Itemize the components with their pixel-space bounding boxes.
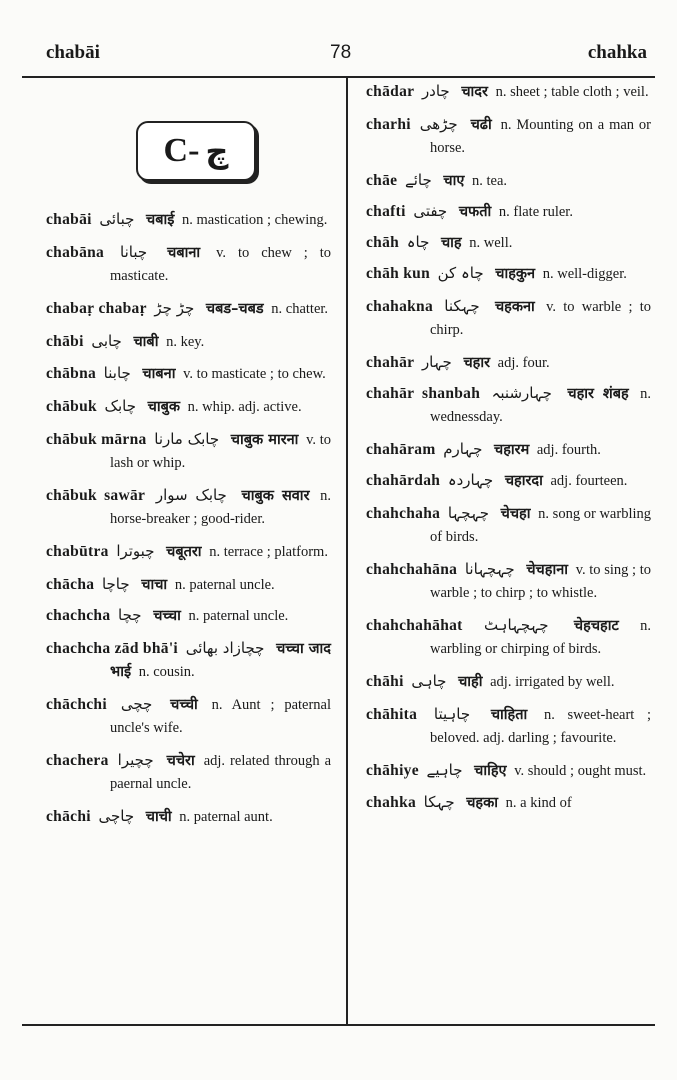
dictionary-entry	[46, 637, 331, 684]
entry-headword: chābuk	[46, 398, 97, 415]
entry-urdu-script: چائے	[404, 171, 432, 189]
entry-hindi-script: चाबना	[142, 366, 176, 382]
entry-definition: n. mastication ; chewing.	[182, 212, 328, 228]
page-header	[0, 0, 677, 80]
dictionary-entry	[366, 759, 651, 783]
entry-headword: chabūtra	[46, 543, 109, 560]
entry-hindi-script: चाबुक	[147, 399, 181, 415]
entry-definition: n. whip. adj. active.	[187, 399, 302, 415]
dictionary-entry	[46, 362, 331, 386]
left-column	[46, 208, 331, 838]
entry-hindi-script: चाबुक मारना	[230, 432, 299, 448]
entry-hindi-script: चाहिता	[490, 707, 528, 723]
dictionary-entry	[46, 749, 331, 796]
entry-urdu-script: چابک مارنا	[154, 430, 220, 448]
entry-definition: n. paternal aunt.	[179, 809, 273, 825]
bottom-rule	[22, 1024, 655, 1026]
entry-hindi-script: चाह	[440, 235, 462, 251]
entry-hindi-script: चेचहा	[500, 506, 531, 522]
entry-hindi-script: चच्चा जाद भाई	[110, 641, 331, 680]
entry-headword: chachera	[46, 752, 109, 769]
entry-definition: n. terrace ; platform.	[209, 544, 328, 560]
badge-urdu-letter: چ	[205, 132, 229, 170]
dictionary-entry	[366, 791, 651, 815]
entry-definition: n. song or warbling of birds.	[430, 506, 652, 545]
entry-definition: v. to masticate ; to chew.	[183, 366, 326, 382]
entry-headword: chāchi	[46, 808, 91, 825]
dictionary-entry	[366, 351, 651, 375]
dictionary-entry	[366, 558, 651, 605]
entry-headword: chāchchi	[46, 696, 107, 713]
entry-hindi-script: चहारम	[493, 442, 530, 458]
dictionary-entry	[366, 80, 651, 104]
entry-definition: adj. irrigated by well.	[490, 674, 615, 690]
entry-headword: chahāram	[366, 441, 436, 458]
entry-urdu-script: چاہ کن	[437, 264, 484, 282]
badge-latin-letter: C-	[163, 132, 200, 169]
entry-urdu-script: چابک	[104, 397, 136, 415]
entry-headword: chāh	[366, 234, 400, 251]
entry-hindi-script: चाची	[145, 809, 172, 825]
entry-urdu-script: چابنا	[103, 364, 131, 382]
entry-hindi-script: चबाना	[167, 245, 201, 261]
entry-headword: chahār shanbah	[366, 385, 481, 402]
entry-urdu-script: چچا	[118, 606, 142, 624]
entry-urdu-script: چہکا	[423, 793, 455, 811]
entry-urdu-script: چادر	[421, 82, 450, 100]
entry-urdu-script: چابک سوار	[155, 486, 227, 504]
column-divider	[346, 76, 348, 1024]
entry-hindi-script: चाबी	[133, 334, 159, 350]
entry-headword: chachcha	[46, 607, 111, 624]
entry-headword: chahār	[366, 354, 415, 371]
entry-headword: chahka	[366, 794, 417, 811]
dictionary-entry	[46, 604, 331, 628]
entry-headword: chābna	[46, 365, 97, 382]
dictionary-entry	[366, 703, 651, 750]
entry-headword: chabāna	[46, 244, 105, 261]
entry-definition: v. to warble ; to chirp.	[430, 299, 652, 338]
entry-definition: n. sweet-heart ; beloved. adj. darling ; favourite.	[430, 707, 652, 746]
entry-headword: chāhi	[366, 673, 404, 690]
entry-definition: adj. related through a paernal uncle.	[110, 753, 332, 792]
entry-hindi-script: चहकना	[494, 299, 535, 315]
entry-hindi-script: चच्ची	[170, 697, 198, 713]
dictionary-entry	[366, 113, 651, 160]
entry-urdu-script: چہار	[421, 353, 452, 371]
entry-headword: chāh kun	[366, 265, 431, 282]
entry-definition: adj. fourteen.	[550, 473, 628, 489]
dictionary-entry	[46, 484, 331, 531]
entry-headword: chābuk sawār	[46, 487, 146, 504]
dictionary-entry	[46, 540, 331, 564]
dictionary-entry	[46, 241, 331, 288]
entry-urdu-script: چاہی	[411, 672, 447, 690]
entry-definition: n. flate ruler.	[498, 204, 573, 220]
dictionary-entry	[366, 169, 651, 193]
entry-hindi-script: चाही	[458, 674, 483, 690]
entry-headword: chachcha zād bhā'i	[46, 640, 179, 657]
entry-hindi-script: चाचा	[141, 577, 168, 593]
entry-definition: n. paternal uncle.	[174, 577, 275, 593]
dictionary-entry	[366, 438, 651, 462]
entry-definition: v. to lash or whip.	[110, 432, 332, 471]
entry-definition: n. key.	[166, 334, 205, 350]
dictionary-entry	[366, 502, 651, 549]
letter-section-badge	[136, 121, 256, 181]
entry-headword: chādar	[366, 83, 415, 100]
entry-urdu-script: چہچہانا	[464, 560, 515, 578]
page-number: 78	[330, 42, 352, 63]
entry-hindi-script: चबूतरा	[166, 544, 202, 560]
entry-headword: chāhita	[366, 706, 418, 723]
entry-urdu-script: چچیرا	[117, 751, 154, 769]
dictionary-entry	[46, 395, 331, 419]
entry-definition: n. cousin.	[138, 664, 195, 680]
entry-headword: chafti	[366, 203, 406, 220]
entry-headword: charhi	[366, 116, 411, 133]
dictionary-entry	[366, 262, 651, 286]
dictionary-entry	[366, 469, 651, 493]
entry-hindi-script: चढी	[470, 117, 492, 133]
entry-hindi-script: चहारदा	[504, 473, 543, 489]
entry-urdu-script: چڑ چڑ	[154, 299, 195, 317]
entry-definition: n. Aunt ; paternal uncle's wife.	[110, 697, 332, 736]
dictionary-entry	[366, 231, 651, 255]
entry-headword: chābuk mārna	[46, 431, 147, 448]
entry-urdu-script: چاہ	[406, 233, 430, 251]
dictionary-entry	[366, 382, 651, 429]
entry-hindi-script: चाहिए	[474, 763, 507, 779]
dictionary-entry	[46, 693, 331, 740]
entry-hindi-script: चच्चा	[153, 608, 181, 624]
entry-headword: chahārdah	[366, 472, 441, 489]
entry-hindi-script: चबाई	[146, 212, 175, 228]
entry-hindi-script: चफती	[458, 204, 492, 220]
entry-urdu-script: چبوترا	[116, 542, 155, 560]
top-rule	[22, 76, 655, 78]
entry-definition: v. should ; ought must.	[514, 763, 647, 779]
entry-headword: chāe	[366, 172, 398, 189]
dictionary-entry	[366, 670, 651, 694]
entry-urdu-script: چہارشنبہ	[491, 384, 552, 402]
entry-definition: n. horse-breaker ; good-rider.	[110, 488, 332, 527]
dictionary-entry	[46, 573, 331, 597]
right-column	[366, 80, 651, 824]
entry-urdu-script: چاہیے	[426, 761, 463, 779]
entry-urdu-script: چفتی	[413, 202, 448, 220]
entry-hindi-script: चचेरा	[166, 753, 195, 769]
entry-headword: chahchaha	[366, 505, 441, 522]
entry-headword: chābi	[46, 333, 84, 350]
entry-definition: n. warbling or chirping of birds.	[430, 618, 651, 657]
entry-urdu-script: چہارم	[443, 440, 483, 458]
entry-definition: v. to sing ; to warble ; to chirp ; to whistle.	[430, 562, 651, 601]
left-guide-word: chabāi	[46, 42, 100, 63]
entry-definition: n. Mounting on a man or horse.	[430, 117, 652, 156]
entry-urdu-script: چہچہا	[447, 504, 489, 522]
entry-hindi-script: चेहचहाट	[573, 618, 619, 634]
dictionary-entry	[46, 428, 331, 475]
entry-urdu-script: چابی	[91, 332, 122, 350]
entry-hindi-script: चहार शंबह	[567, 386, 629, 402]
entry-headword: chabaṛ chabaṛ	[46, 300, 147, 317]
entry-hindi-script: चहार	[463, 355, 491, 371]
entry-definition: v. to chew ; to masticate.	[110, 245, 332, 284]
entry-hindi-script: चहका	[466, 795, 499, 811]
entry-urdu-script: چبائی	[99, 210, 135, 228]
entry-headword: chabāi	[46, 211, 92, 228]
entry-urdu-script: چاہیتا	[433, 705, 471, 723]
entry-urdu-script: چہاردہ	[447, 471, 494, 489]
entry-definition: n. tea.	[472, 173, 508, 189]
right-guide-word: chahka	[587, 42, 647, 63]
dictionary-entry	[366, 200, 651, 224]
dictionary-entry	[46, 208, 331, 232]
entry-urdu-script: چڑھی	[419, 115, 458, 133]
entry-urdu-script: چچی	[120, 695, 153, 713]
dictionary-entry	[46, 805, 331, 829]
entry-definition: adj. four.	[497, 355, 550, 371]
entry-urdu-script: چاچی	[98, 807, 135, 825]
entry-hindi-script: चाए	[443, 173, 465, 189]
entry-headword: chāhiye	[366, 762, 419, 779]
entry-hindi-script: चेचहाना	[526, 562, 569, 578]
entry-definition: n. well-digger.	[542, 266, 627, 282]
entry-headword: chācha	[46, 576, 95, 593]
entry-definition: n. a kind of	[505, 795, 572, 811]
entry-urdu-script: چبانا	[120, 243, 148, 261]
entry-definition: n. paternal uncle.	[188, 608, 289, 624]
entry-urdu-script: چہکنا	[444, 297, 480, 315]
entry-hindi-script: चबड–चबड	[205, 301, 264, 317]
entry-definition: adj. fourth.	[536, 442, 601, 458]
entry-hindi-script: चादर	[461, 84, 488, 100]
entry-headword: chahakna	[366, 298, 434, 315]
dictionary-entry	[46, 330, 331, 354]
entry-headword: chahchahāhat	[366, 617, 463, 634]
entry-hindi-script: चाहकुन	[495, 266, 536, 282]
entry-urdu-script: چاچا	[101, 575, 130, 593]
entry-headword: chahchahāna	[366, 561, 458, 578]
entry-hindi-script: चाबुक सवार	[241, 488, 310, 504]
entry-urdu-script: چچازاد بھائی	[185, 639, 265, 657]
entry-definition: n. wednessday.	[430, 386, 652, 425]
dictionary-entry	[366, 614, 651, 661]
entry-definition: n. chatter.	[271, 301, 329, 317]
dictionary-entry	[366, 295, 651, 342]
entry-urdu-script: چہچہاہٹ	[483, 616, 549, 634]
entry-definition: n. sheet ; table cloth ; veil.	[495, 84, 649, 100]
dictionary-entry	[46, 297, 331, 321]
entry-definition: n. well.	[469, 235, 513, 251]
